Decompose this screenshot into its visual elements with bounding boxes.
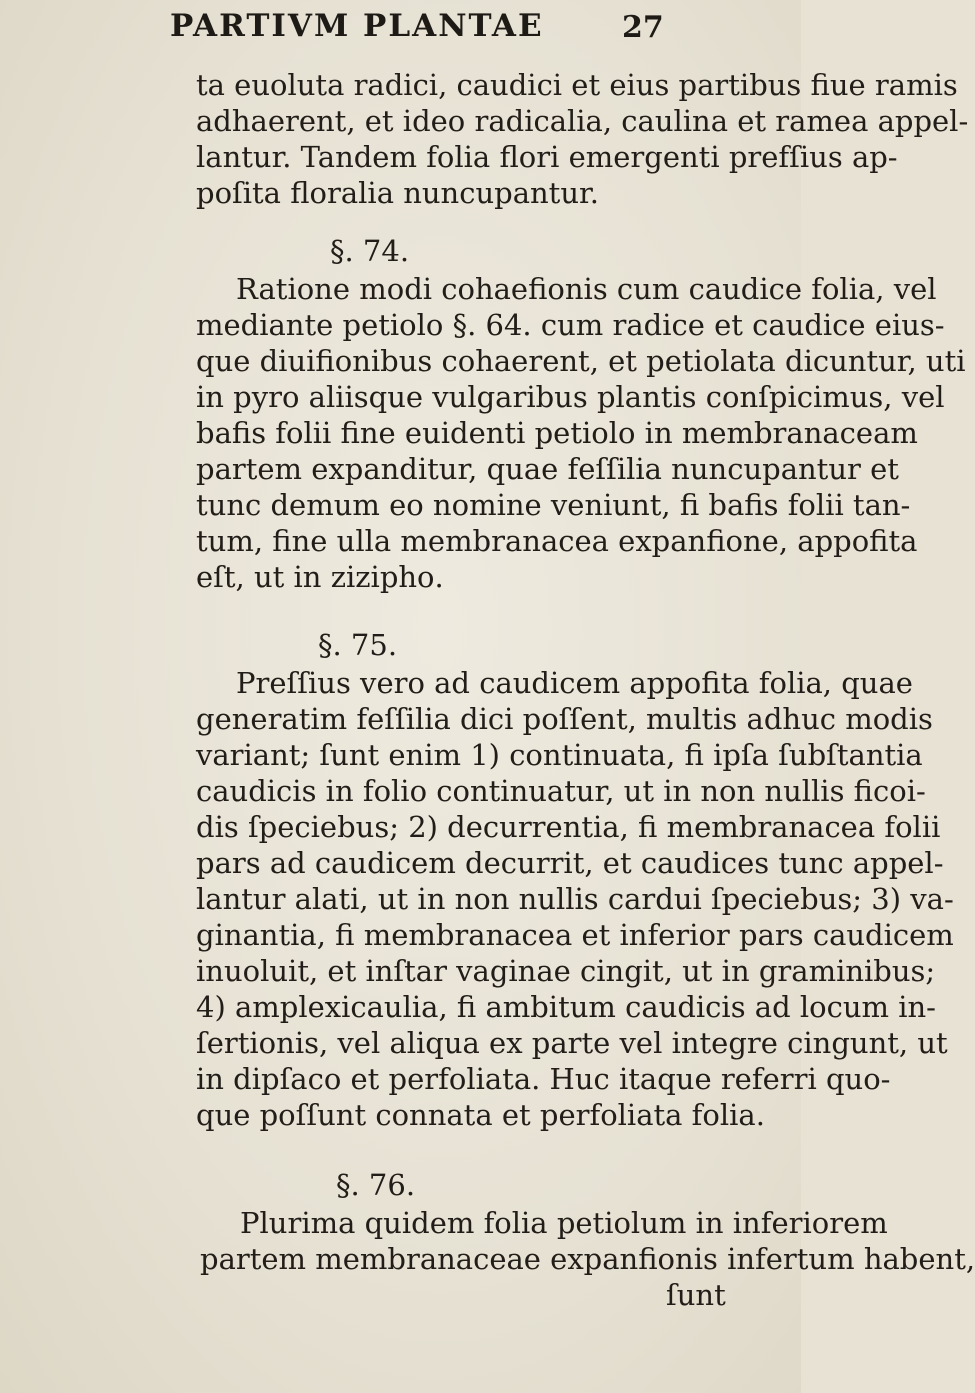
section-heading: §. 75. — [318, 628, 398, 662]
text-line: ginantia, fi membranacea et inferior pars caudicem — [196, 918, 954, 952]
text-line: in pyro aliisque vulgaribus plantis conſpicimus, vel — [196, 380, 945, 414]
text-line: variant; ſunt enim 1) continuata, fi ipſa ſubſtantia — [196, 738, 923, 772]
text-line: ſertionis, vel aliqua ex parte vel integre cingunt, ut — [196, 1026, 948, 1060]
text-line: Ratione modi cohaefionis cum caudice folia, vel — [236, 272, 937, 306]
text-line: bafis folii fine euidenti petiolo in membranaceam — [196, 416, 918, 450]
section-heading: §. 76. — [336, 1168, 416, 1202]
text-line: Plurima quidem folia petiolum in inferiorem — [240, 1206, 888, 1240]
running-title: PARTIVM PLANTAE — [170, 8, 544, 44]
text-line: pars ad caudicem decurrit, et caudices tunc appel- — [196, 846, 944, 880]
page-header — [0, 8, 801, 50]
text-line: inuoluit, et inſtar vaginae cingit, ut in graminibus; — [196, 954, 936, 988]
text-line: 4) amplexicaulia, fi ambitum caudicis ad locum in- — [196, 990, 936, 1024]
text-line: partem expanditur, quae feſſilia nuncupantur et — [196, 452, 899, 486]
text-line: partem membranaceae expanfionis infertum habent, — [200, 1242, 975, 1276]
text-line: tum, fine ulla membranacea expanfione, appofita — [196, 524, 918, 558]
text-line: Preſſius vero ad caudicem appofita folia, quae — [236, 666, 913, 700]
text-line: adhaerent, et ideo radicalia, caulina et ramea appel- — [196, 104, 969, 138]
page-number: 27 — [622, 10, 664, 45]
text-line: in dipſaco et perfoliata. Huc itaque referri quo- — [196, 1062, 891, 1096]
text-line: poſita floralia nuncupantur. — [196, 176, 599, 210]
text-line: que diuifionibus cohaerent, et petiolata dicuntur, uti — [196, 344, 966, 378]
text-line: caudicis in folio continuatur, ut in non nullis ficoi- — [196, 774, 926, 808]
text-line: lantur. Tandem folia flori emergenti prefſius ap- — [196, 140, 898, 174]
text-line: lantur alati, ut in non nullis cardui ſpeciebus; 3) va- — [196, 882, 954, 916]
catchword: ſunt — [666, 1278, 726, 1312]
text-line: dis ſpeciebus; 2) decurrentia, fi membranacea folii — [196, 810, 941, 844]
text-line: mediante petiolo §. 64. cum radice et caudice eius- — [196, 308, 945, 342]
text-line: eſt, ut in ziziphо. — [196, 560, 444, 594]
section-heading: §. 74. — [330, 234, 410, 268]
text-line: que poſſunt connata et perfoliata folia. — [196, 1098, 765, 1132]
text-line: generatim feſſilia dici poſſent, multis adhuc modis — [196, 702, 933, 736]
text-line: ta euoluta radici, caudici et eius partibus fiue ramis — [196, 68, 958, 102]
text-line: tunc demum eo nomine veniunt, fi bafis folii tan- — [196, 488, 911, 522]
